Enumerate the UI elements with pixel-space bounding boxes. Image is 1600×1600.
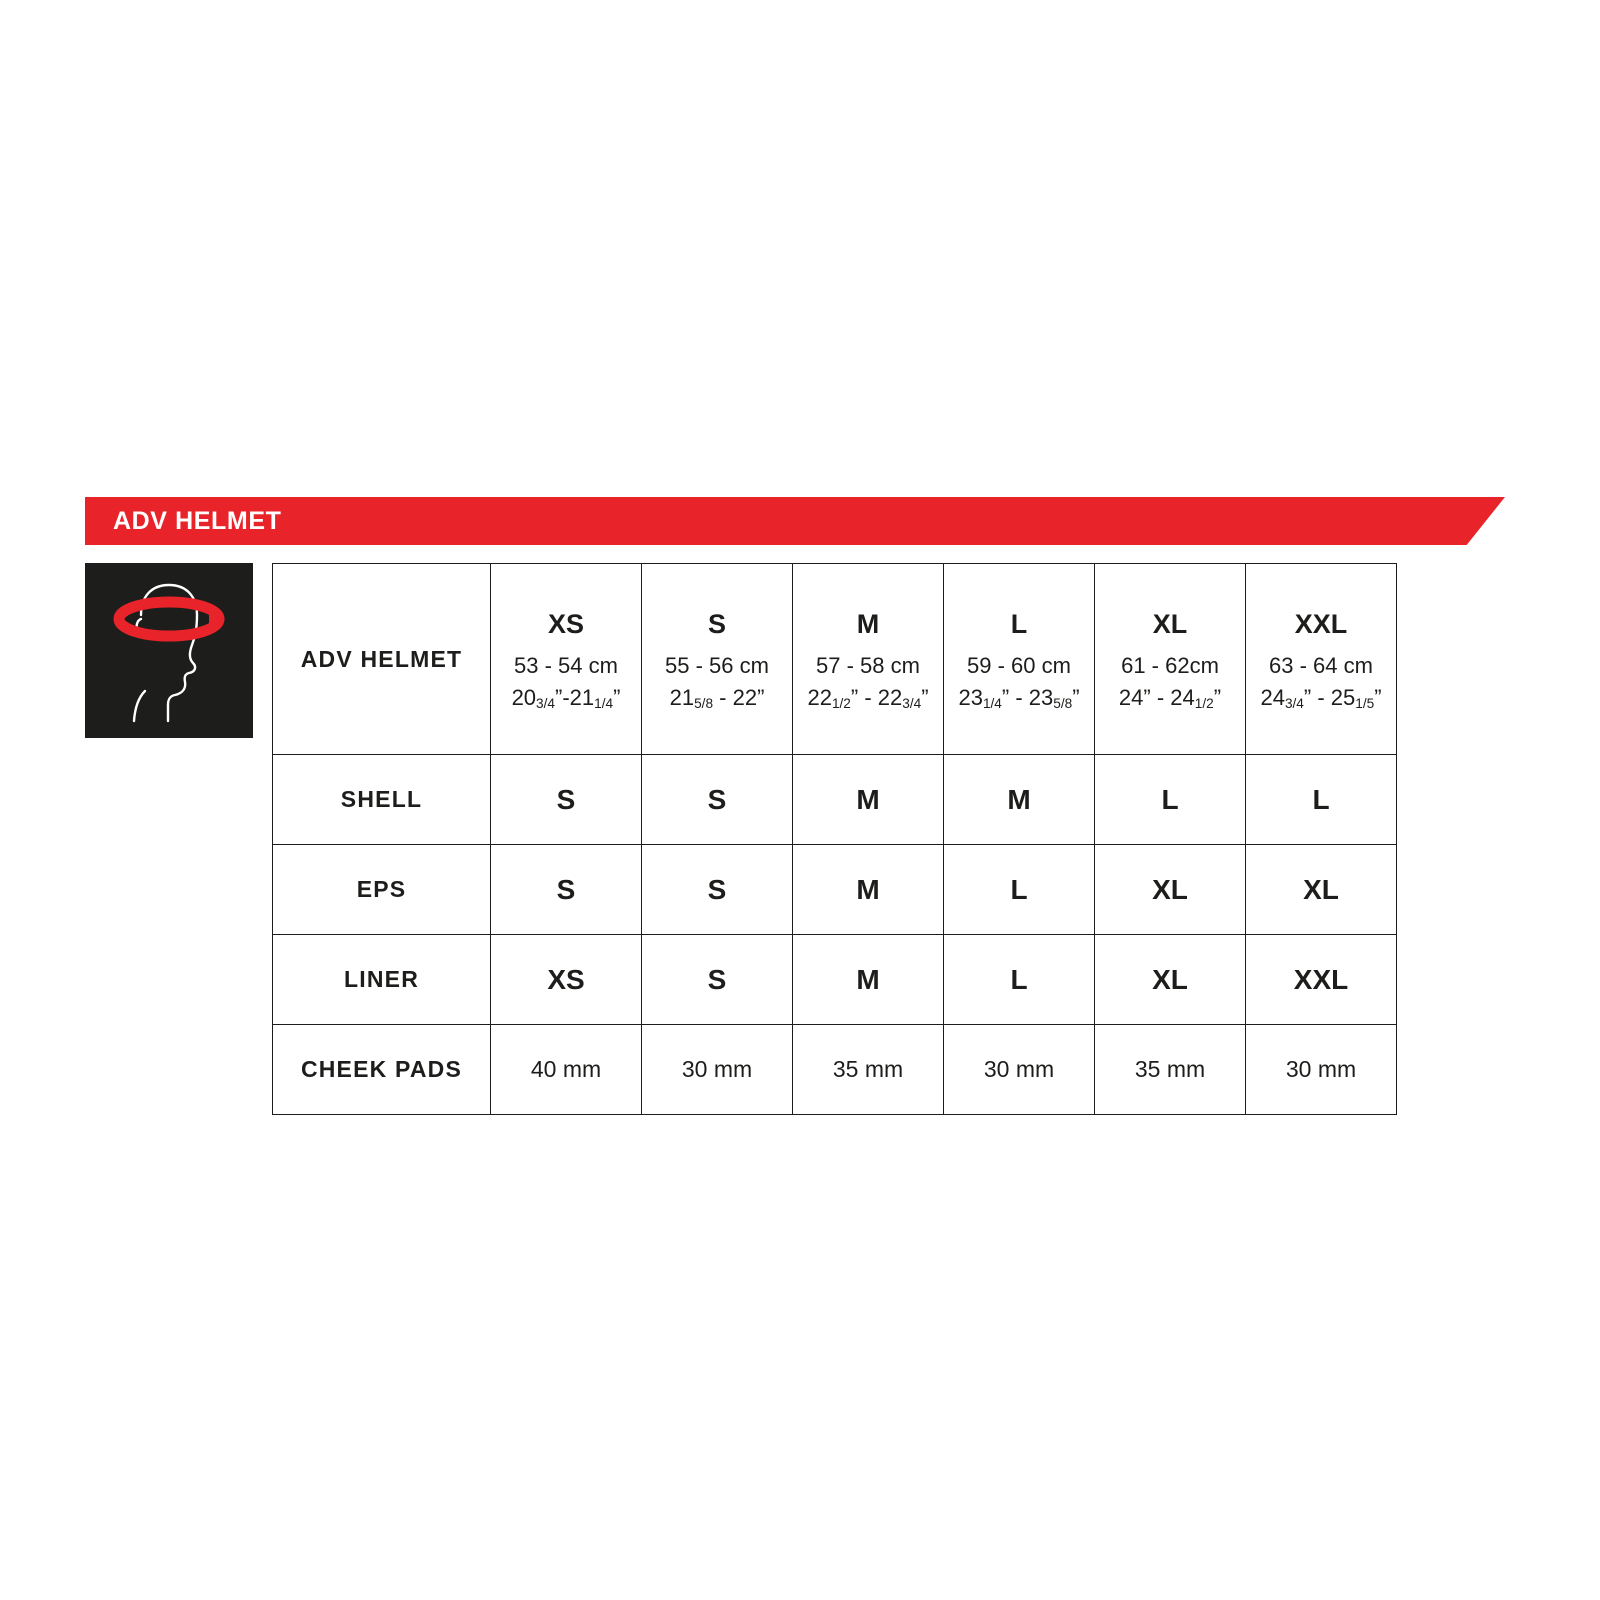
shell-m: M: [793, 755, 944, 845]
size-cm: 57 - 58 cm: [816, 652, 920, 678]
size-cell-s: [642, 564, 793, 755]
size-name: S: [707, 608, 726, 639]
size-cm: 59 - 60 cm: [967, 652, 1071, 678]
size-chart-table: [272, 563, 1397, 1115]
row-label-eps: EPS: [273, 845, 491, 935]
row-label-liner: LINER: [273, 935, 491, 1025]
eps-l: L: [944, 845, 1095, 935]
cheek-pads-m: 35 mm: [793, 1025, 944, 1115]
cheek-pads-xl: 35 mm: [1095, 1025, 1246, 1115]
size-cell-xl: [1095, 564, 1246, 755]
size-cm: 53 - 54 cm: [514, 652, 618, 678]
table-row-head-sizes: [273, 564, 1397, 755]
eps-xs: S: [491, 845, 642, 935]
shell-xxl: L: [1246, 755, 1397, 845]
banner: [85, 497, 1505, 545]
size-inch: $24_{3/4}$” - $25_{1/5}$”: [1260, 684, 1382, 712]
size-name: XS: [547, 608, 585, 639]
size-inch: $23_{1/4}$” - $23_{5/8}$”: [958, 684, 1080, 712]
size-cm: 63 - 64 cm: [1269, 652, 1373, 678]
cheek-pads-s: 30 mm: [642, 1025, 793, 1115]
size-name: M: [856, 608, 880, 639]
cheek-pads-xxl: 30 mm: [1246, 1025, 1397, 1115]
row-label-adv-helmet: ADV HELMET: [273, 564, 491, 755]
cheek-pads-xs: 40 mm: [491, 1025, 642, 1115]
liner-xs: XS: [491, 935, 642, 1025]
liner-m: M: [793, 935, 944, 1025]
size-cell-xs: [491, 564, 642, 755]
liner-xl: XL: [1095, 935, 1246, 1025]
liner-s: S: [642, 935, 793, 1025]
banner-title: ADV HELMET: [113, 507, 282, 535]
size-cell-m: [793, 564, 944, 755]
cheek-pads-l: 30 mm: [944, 1025, 1095, 1115]
row-label-shell: SHELL: [273, 755, 491, 845]
head-measure-icon: [85, 563, 253, 738]
table-row-eps: [273, 845, 1397, 935]
size-name: XXL: [1294, 608, 1348, 639]
eps-m: M: [793, 845, 944, 935]
size-inch: 24” - $24_{1/2}$”: [1118, 684, 1222, 712]
table-row-liner: [273, 935, 1397, 1025]
size-name: XL: [1152, 608, 1188, 639]
size-cell-xxl: [1246, 564, 1397, 755]
table-row-cheek-pads: [273, 1025, 1397, 1115]
size-inch: $21_{5/8} - 22$”: [669, 684, 765, 712]
eps-s: S: [642, 845, 793, 935]
shell-xl: L: [1095, 755, 1246, 845]
head-measure-icon-tile: [85, 563, 253, 738]
banner-shape: [85, 497, 1505, 545]
liner-xxl: XXL: [1246, 935, 1397, 1025]
size-cm: 55 - 56 cm: [665, 652, 769, 678]
row-label-cheek-pads: CHEEK PADS: [273, 1025, 491, 1115]
size-inch: $22_{1/2}$” - $22_{3/4}$”: [807, 684, 929, 712]
shell-xs: S: [491, 755, 642, 845]
eps-xxl: XL: [1246, 845, 1397, 935]
shell-s: S: [642, 755, 793, 845]
size-inch: $20_{3/4}”-21_{1/4}$”: [511, 684, 621, 712]
shell-l: M: [944, 755, 1095, 845]
size-cm: 61 - 62cm: [1121, 652, 1219, 678]
eps-xl: XL: [1095, 845, 1246, 935]
liner-l: L: [944, 935, 1095, 1025]
size-name: L: [1010, 608, 1028, 639]
table-row-shell: [273, 755, 1397, 845]
size-cell-l: [944, 564, 1095, 755]
